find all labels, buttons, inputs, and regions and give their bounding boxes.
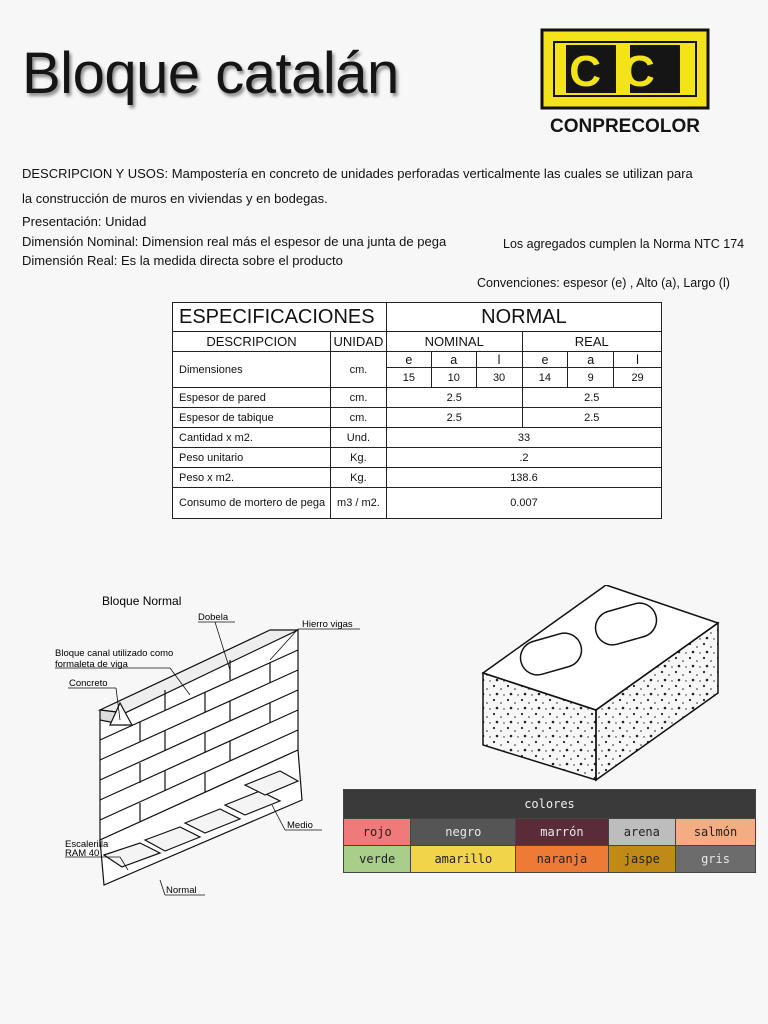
peso-unitario-value: .2: [386, 448, 661, 468]
espesor-pared-nominal: 2.5: [386, 388, 522, 408]
drawing-title: Bloque Normal: [102, 594, 182, 608]
espesor-pared-label: Espesor de pared: [173, 388, 331, 408]
cantidad-label: Cantidad x m2.: [173, 428, 331, 448]
colors-title: colores: [344, 790, 756, 819]
real-a-value: 9: [568, 368, 614, 388]
nominal-letter-e: e: [386, 352, 431, 368]
spec-normal-header: NORMAL: [386, 303, 661, 332]
color-swatch: marrón: [516, 819, 608, 846]
description-line-1: DESCRIPCION Y USOS: Mampostería en concreto de unidades perforadas verticalmente las cuales se utilizan para: [22, 166, 693, 181]
nominal-a-value: 10: [431, 368, 476, 388]
label-escalerilla: Escalerilla: [65, 839, 109, 850]
dimension-nominal-text: Dimensión Nominal: Dimension real más el espesor de una junta de pega: [22, 234, 447, 249]
color-swatch: arena: [608, 819, 675, 846]
label-medio: Medio: [287, 820, 313, 831]
color-swatch: salmón: [676, 819, 756, 846]
color-swatch: negro: [411, 819, 516, 846]
label-bloque-canal: Bloque canal utilizado como: [55, 648, 174, 659]
nominal-l-value: 30: [476, 368, 522, 388]
peso-unitario-unit: Kg.: [330, 448, 386, 468]
nominal-letter-a: a: [431, 352, 476, 368]
color-swatch: jaspe: [608, 846, 675, 873]
conprecolor-logo: [538, 26, 738, 136]
col-unidad: UNIDAD: [330, 332, 386, 352]
col-nominal: NOMINAL: [386, 332, 522, 352]
label-dobela: Dobela: [198, 612, 229, 623]
label-formaleta: formaleta de viga: [55, 659, 128, 670]
nominal-e-value: 15: [386, 368, 431, 388]
espesor-tabique-real: 2.5: [522, 408, 662, 428]
convenciones-text: Convenciones: espesor (e) , Alto (a), Largo (l): [477, 276, 730, 290]
real-letter-l: l: [614, 352, 662, 368]
colors-table: [343, 789, 756, 873]
spec-title: ESPECIFICACIONES: [173, 303, 387, 332]
dimension-real-text: Dimensión Real: Es la medida directa sobre el producto: [22, 253, 343, 268]
peso-m2-value: 138.6: [386, 468, 661, 488]
bloque-normal-drawing: [40, 585, 380, 905]
label-hierro-vigas: Hierro vigas: [302, 619, 353, 630]
real-l-value: 29: [614, 368, 662, 388]
color-swatch: amarillo: [411, 846, 516, 873]
mortero-unit: m3 / m2.: [330, 488, 386, 519]
description-line-2: la construcción de muros en viviendas y en bodegas.: [22, 191, 328, 206]
norma-text: Los agregados cumplen la Norma NTC 174: [503, 237, 745, 251]
color-swatch: verde: [344, 846, 411, 873]
espesor-tabique-label: Espesor de tabique: [173, 408, 331, 428]
label-normal: Normal: [166, 885, 197, 896]
col-real: REAL: [522, 332, 662, 352]
mortero-label: Consumo de mortero de pega: [173, 488, 331, 519]
real-letter-a: a: [568, 352, 614, 368]
col-descripcion: DESCRIPCION: [173, 332, 331, 352]
color-swatch: naranja: [516, 846, 608, 873]
label-concreto: Concreto: [69, 678, 108, 689]
logo-letters: CC: [569, 47, 677, 96]
espesor-tabique-nominal: 2.5: [386, 408, 522, 428]
color-swatch: gris: [676, 846, 756, 873]
dimensiones-label: Dimensiones: [173, 352, 331, 388]
espesor-pared-unit: cm.: [330, 388, 386, 408]
logo-brand: CONPRECOLOR: [550, 116, 700, 136]
real-letter-e: e: [522, 352, 568, 368]
cantidad-unit: Und.: [330, 428, 386, 448]
cantidad-value: 33: [386, 428, 661, 448]
block-3d-illustration: [478, 585, 723, 785]
peso-m2-unit: Kg.: [330, 468, 386, 488]
specifications-table: [172, 302, 662, 519]
espesor-tabique-unit: cm.: [330, 408, 386, 428]
mortero-value: 0.007: [386, 488, 661, 519]
espesor-pared-real: 2.5: [522, 388, 662, 408]
peso-unitario-label: Peso unitario: [173, 448, 331, 468]
presentacion-text: Presentación: Unidad: [22, 214, 147, 229]
nominal-letter-l: l: [476, 352, 522, 368]
real-e-value: 14: [522, 368, 568, 388]
color-swatch: rojo: [344, 819, 411, 846]
label-ram40: RAM 40: [65, 848, 100, 859]
peso-m2-label: Peso x m2.: [173, 468, 331, 488]
page-title: Bloque catalán: [22, 41, 399, 106]
dimensiones-unit: cm.: [330, 352, 386, 388]
